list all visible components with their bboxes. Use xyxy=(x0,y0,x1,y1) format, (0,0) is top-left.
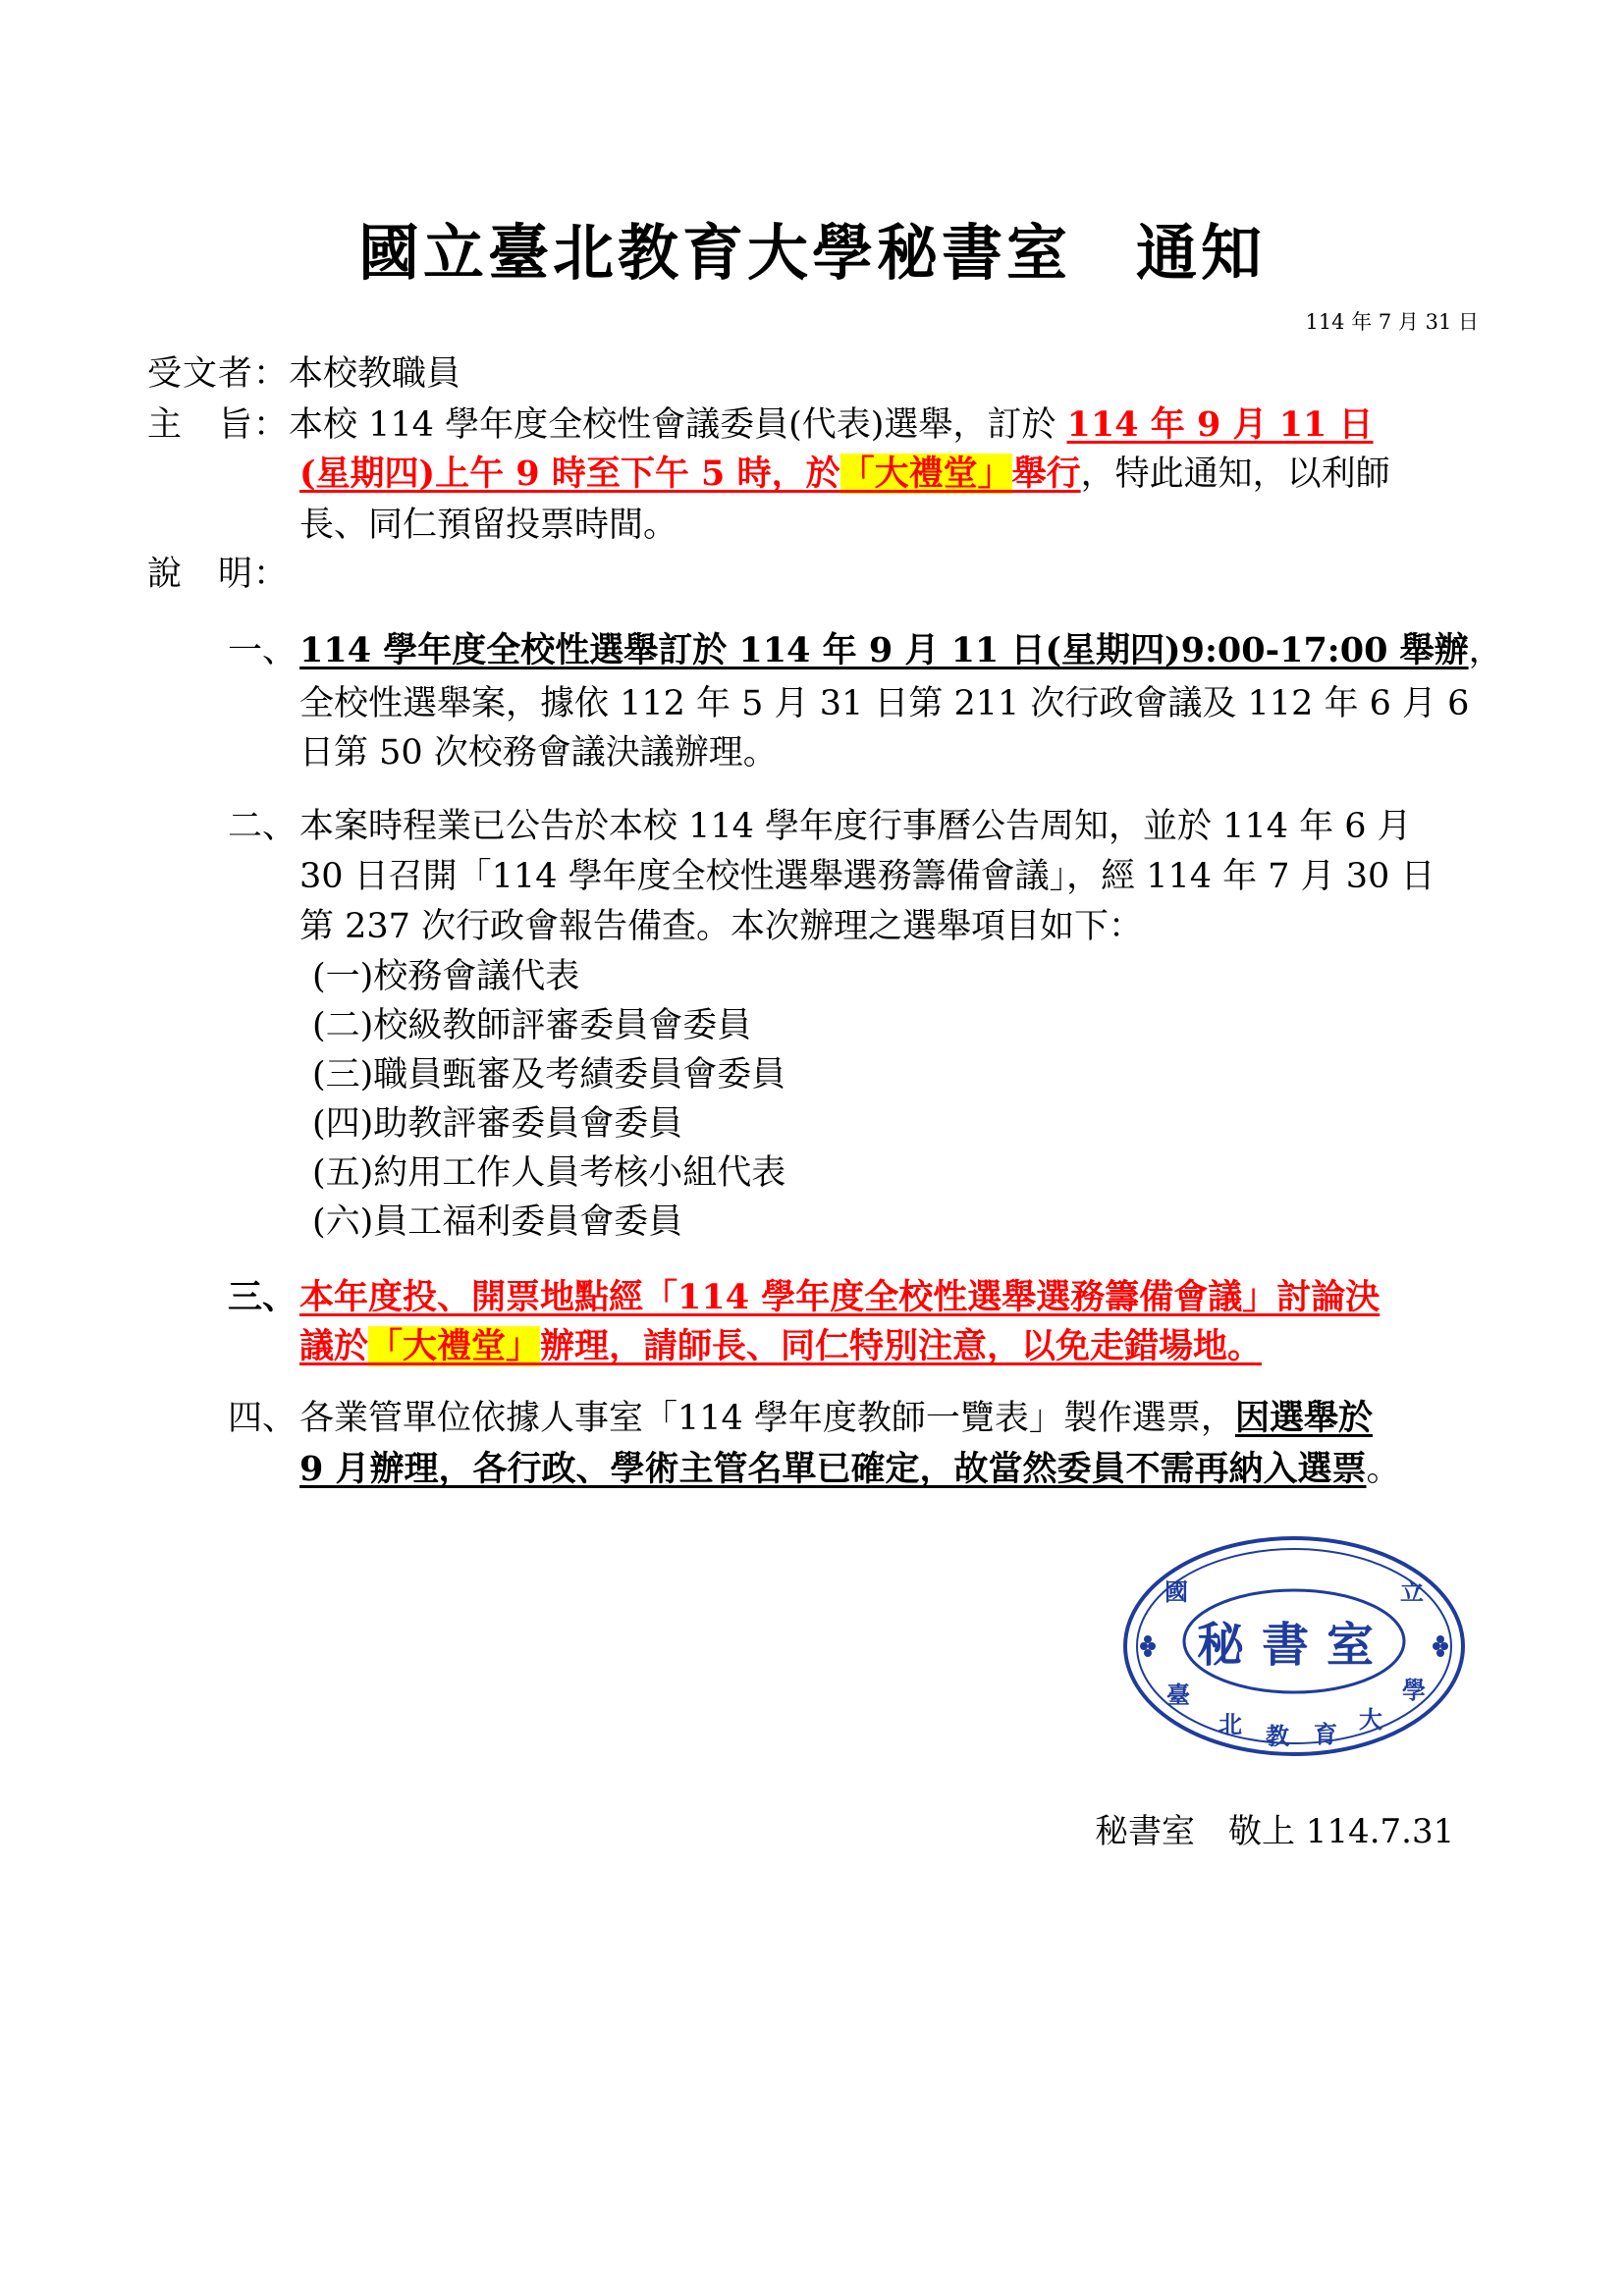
item-3-venue-highlight: 「大禮堂」 xyxy=(368,1326,541,1366)
subject-date-emphasis: 114 年 9 月 11 日 xyxy=(1066,404,1374,445)
election-item: (六)員工福利委員會委員 xyxy=(312,1202,683,1242)
item-4-line-1: 各業管單位依據人事室「114 學年度教師一覽表」製作選票，因選舉於 xyxy=(299,1398,1373,1438)
document-date: 114 年 7 月 31 日 xyxy=(1305,310,1479,334)
recipient-label: 受文者： xyxy=(147,354,290,394)
subject-time-emphasis: (星期四)上午 9 時至下午 5 時，於 xyxy=(299,454,840,494)
signature-line: 秘書室 敬上 114.7.31 xyxy=(1095,1812,1455,1851)
item-1-line-3: 日第 50 次校務會議決議辦理。 xyxy=(299,733,778,773)
item-4-bold-text: 因選舉於 xyxy=(1234,1398,1373,1438)
item-3-line-2: 議於「大禮堂」辦理，請師長、同仁特別注意，以免走錯場地。 xyxy=(299,1326,1263,1366)
svg-text:大: 大 xyxy=(1359,1705,1382,1734)
election-item: (三)職員甄審及考績委員會委員 xyxy=(312,1055,786,1095)
recipient-line xyxy=(147,349,460,399)
item-3-line-1: 本年度投、開票地點經「114 學年度全校性選舉選務籌備會議」討論決 xyxy=(299,1277,1380,1317)
document-title: 國立臺北教育大學秘書室 通知 xyxy=(357,217,1266,289)
svg-text:育: 育 xyxy=(1314,1720,1337,1748)
election-item: (二)校級教師評審委員會委員 xyxy=(312,1006,752,1045)
svg-text:立: 立 xyxy=(1400,1577,1424,1606)
item-1-line-1: 114 學年度全校性選舉訂於 114 年 9 月 11 日(星期四)9:00-17:00 舉辦， xyxy=(299,630,1503,670)
item-1-line-2: 全校性選舉案，據依 112 年 5 月 31 日第 211 次行政會議及 112 年 6 月 6 xyxy=(299,684,1470,723)
explanation-label: 說 明： xyxy=(147,555,290,594)
subject-line-3: 長、同仁預留投票時間。 xyxy=(299,506,678,545)
item-2-line-2: 30 日召開「114 學年度全校性選舉選務籌備會議」，經 114 年 7 月 30 日 xyxy=(299,857,1435,896)
item-1-number: 一、 xyxy=(228,631,298,670)
svg-text:教: 教 xyxy=(1266,1722,1289,1750)
svg-text:國: 國 xyxy=(1164,1577,1188,1606)
subject-held-emphasis: 舉行 xyxy=(1011,454,1081,494)
item-4-line-2: 9 月辦理，各行政、學術主管名單已確定，故當然委員不需再納入選票。 xyxy=(299,1449,1401,1489)
svg-text:臺: 臺 xyxy=(1166,1681,1190,1709)
subject-line-2 xyxy=(299,450,1390,499)
svg-text:北: 北 xyxy=(1218,1710,1242,1738)
election-item: (四)助教評審委員會委員 xyxy=(312,1104,683,1144)
election-item: (五)約用工作人員考核小組代表 xyxy=(312,1153,786,1193)
svg-text:學: 學 xyxy=(1402,1676,1426,1704)
svg-text:秘書室: 秘書室 xyxy=(1196,1618,1392,1673)
recipient-value: 本校教職員 xyxy=(289,354,461,394)
item-2-line-1: 本案時程業已公告於本校 114 學年度行事曆公告周知，並於 114 年 6 月 xyxy=(299,807,1412,846)
subject-label: 主 旨： xyxy=(147,405,290,445)
item-4-number: 四、 xyxy=(228,1399,298,1438)
office-seal-stamp xyxy=(1117,1531,1471,1761)
election-item: (一)校務會議代表 xyxy=(312,957,580,996)
subject-text-1: 本校 114 學年度全校性會議委員(代表)選舉，訂於 xyxy=(289,405,1067,445)
subject-line-1 xyxy=(147,400,1374,450)
item-2-line-3: 第 237 次行政會報告備查。本次辦理之選舉項目如下： xyxy=(299,907,1144,946)
item-3-number: 三、 xyxy=(228,1277,298,1317)
item-1-bold-text: 114 學年度全校性選舉訂於 114 年 9 月 11 日(星期四)9:00-17:00 舉辦 xyxy=(299,630,1469,670)
item-2-number: 二、 xyxy=(228,807,298,846)
subject-venue-highlight: 「大禮堂」 xyxy=(839,454,1012,494)
subject-text-2: ，特此通知，以利師 xyxy=(1080,454,1390,494)
